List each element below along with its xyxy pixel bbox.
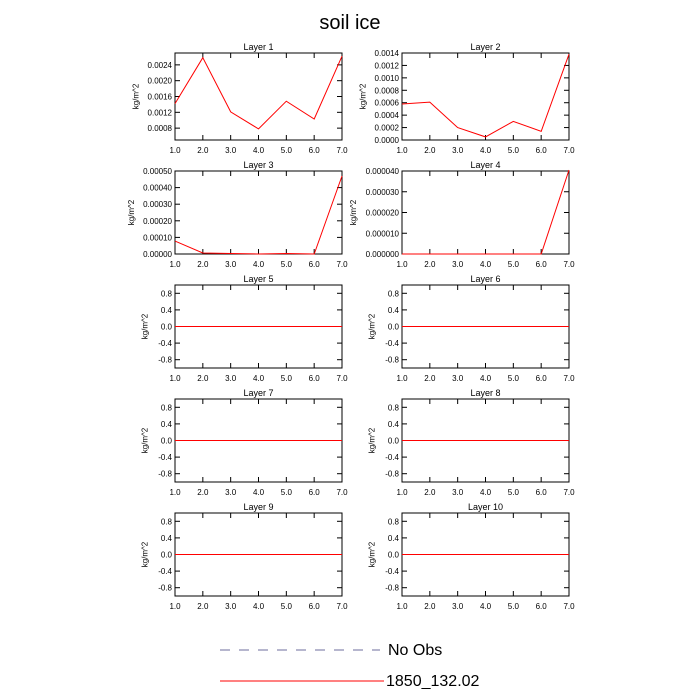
y-tick-label: 0.8 bbox=[160, 517, 172, 527]
y-tick-label: -0.4 bbox=[158, 453, 172, 463]
y-tick-label: 0.0016 bbox=[147, 92, 172, 102]
x-tick-label: 4.0 bbox=[479, 260, 492, 269]
x-tick-label: 6.0 bbox=[308, 488, 320, 497]
x-tick-label: 3.0 bbox=[452, 146, 464, 155]
y-tick-label: 0.8 bbox=[160, 403, 172, 413]
x-tick-label: 5.0 bbox=[507, 488, 519, 497]
y-tick-label: -0.8 bbox=[385, 355, 399, 365]
y-axis-label: kg/m^2 bbox=[349, 199, 359, 226]
series-line bbox=[175, 56, 342, 129]
x-tick-label: 3.0 bbox=[225, 260, 237, 269]
x-tick-label: 7.0 bbox=[336, 260, 348, 269]
y-tick-label: 0.000010 bbox=[365, 229, 399, 239]
y-axis-label: kg/m^2 bbox=[367, 541, 377, 568]
legend-no-obs-label: No Obs bbox=[388, 642, 443, 659]
panel-title: Layer 1 bbox=[243, 42, 274, 52]
x-tick-label: 2.0 bbox=[424, 374, 436, 383]
x-tick-label: 1.0 bbox=[169, 488, 181, 497]
x-tick-label: 6.0 bbox=[308, 602, 320, 611]
y-tick-label: 0.0000 bbox=[374, 136, 399, 145]
x-tick-label: 7.0 bbox=[336, 488, 348, 497]
plot-frame bbox=[175, 171, 342, 254]
y-tick-label: -0.8 bbox=[158, 355, 172, 365]
x-tick-label: 2.0 bbox=[197, 602, 209, 611]
x-tick-label: 4.0 bbox=[252, 488, 265, 497]
x-tick-label: 3.0 bbox=[225, 602, 237, 611]
x-tick-label: 4.0 bbox=[252, 602, 265, 611]
y-axis-label: kg/m^2 bbox=[140, 541, 150, 568]
panel-layer-6 bbox=[368, 274, 576, 383]
y-tick-label: -0.4 bbox=[385, 453, 399, 463]
x-tick-label: 7.0 bbox=[336, 602, 348, 611]
x-tick-label: 2.0 bbox=[197, 374, 209, 383]
x-tick-label: 5.0 bbox=[507, 146, 519, 155]
y-tick-label: 0.8 bbox=[387, 289, 399, 299]
x-tick-label: 4.0 bbox=[479, 602, 492, 611]
x-tick-label: 5.0 bbox=[280, 602, 292, 611]
x-tick-label: 2.0 bbox=[424, 146, 436, 155]
y-tick-label: 0.0012 bbox=[374, 61, 399, 71]
x-tick-label: 1.0 bbox=[396, 374, 408, 383]
x-tick-label: 5.0 bbox=[280, 488, 292, 497]
x-tick-label: 6.0 bbox=[308, 260, 320, 269]
x-tick-label: 4.0 bbox=[479, 374, 492, 383]
y-tick-label: -0.8 bbox=[385, 469, 399, 479]
panel-layer-3 bbox=[127, 160, 348, 269]
y-tick-label: 0.0 bbox=[387, 550, 399, 560]
y-tick-label: 0.4 bbox=[387, 533, 399, 543]
x-tick-label: 5.0 bbox=[280, 374, 292, 383]
panel-title: Layer 4 bbox=[470, 160, 501, 170]
panel-title: Layer 5 bbox=[243, 274, 274, 284]
y-axis-label: kg/m^2 bbox=[367, 427, 377, 454]
panel-layer-4 bbox=[349, 160, 575, 269]
x-tick-label: 2.0 bbox=[424, 488, 436, 497]
x-tick-label: 2.0 bbox=[197, 260, 209, 269]
y-tick-label: 0.00000 bbox=[143, 250, 172, 259]
y-tick-label: 0.0004 bbox=[374, 111, 399, 121]
x-tick-label: 6.0 bbox=[535, 602, 547, 611]
y-tick-label: 0.0008 bbox=[147, 124, 172, 134]
x-tick-label: 1.0 bbox=[396, 602, 408, 611]
y-tick-label: 0.4 bbox=[387, 305, 399, 315]
panel-layer-5 bbox=[141, 274, 349, 383]
y-tick-label: 0.4 bbox=[387, 419, 399, 429]
panel-layer-10 bbox=[368, 502, 576, 611]
x-tick-label: 7.0 bbox=[563, 488, 575, 497]
panel-title: Layer 9 bbox=[243, 502, 274, 512]
x-tick-label: 1.0 bbox=[396, 488, 408, 497]
plot-frame bbox=[402, 171, 569, 254]
x-tick-label: 7.0 bbox=[563, 602, 575, 611]
y-tick-label: 0.0008 bbox=[374, 86, 399, 96]
panel-title: Layer 10 bbox=[467, 502, 504, 512]
y-tick-label: -0.8 bbox=[158, 583, 172, 593]
panel-layer-9 bbox=[141, 502, 349, 611]
x-tick-label: 1.0 bbox=[169, 374, 181, 383]
panels bbox=[127, 42, 575, 611]
y-tick-label: 0.000030 bbox=[365, 187, 399, 197]
y-axis-label: kg/m^2 bbox=[140, 313, 150, 340]
series-line bbox=[175, 176, 342, 254]
x-tick-label: 4.0 bbox=[479, 488, 492, 497]
panel-title: Layer 7 bbox=[243, 388, 274, 398]
y-tick-label: 0.0020 bbox=[147, 76, 172, 86]
x-tick-label: 5.0 bbox=[507, 260, 519, 269]
x-tick-label: 3.0 bbox=[452, 488, 464, 497]
y-tick-label: 0.0 bbox=[387, 436, 399, 446]
panel-title: Layer 6 bbox=[470, 274, 501, 284]
x-tick-label: 7.0 bbox=[563, 146, 575, 155]
y-tick-label: 0.0006 bbox=[374, 98, 399, 108]
x-tick-label: 1.0 bbox=[169, 602, 181, 611]
y-tick-label: 0.0002 bbox=[374, 123, 399, 133]
x-tick-label: 3.0 bbox=[452, 374, 464, 383]
y-tick-label: -0.4 bbox=[385, 567, 399, 577]
y-tick-label: 0.0014 bbox=[374, 49, 399, 58]
y-tick-label: 0.0024 bbox=[147, 60, 172, 70]
series-line bbox=[402, 170, 569, 254]
x-tick-label: 3.0 bbox=[452, 260, 464, 269]
x-tick-label: 4.0 bbox=[479, 146, 492, 155]
y-tick-label: -0.8 bbox=[158, 469, 172, 479]
y-tick-label: 0.0 bbox=[160, 436, 172, 446]
y-tick-label: 0.8 bbox=[160, 289, 172, 299]
y-tick-label: 0.4 bbox=[160, 533, 172, 543]
x-tick-label: 7.0 bbox=[563, 374, 575, 383]
y-tick-label: 0.00010 bbox=[143, 233, 172, 243]
x-tick-label: 4.0 bbox=[252, 374, 265, 383]
x-tick-label: 2.0 bbox=[424, 260, 436, 269]
x-tick-label: 4.0 bbox=[252, 146, 265, 155]
x-tick-label: 7.0 bbox=[336, 146, 348, 155]
y-axis-label: kg/m^2 bbox=[126, 199, 136, 226]
x-tick-label: 3.0 bbox=[225, 488, 237, 497]
y-axis-label: kg/m^2 bbox=[131, 83, 141, 110]
plot-frame bbox=[402, 53, 569, 140]
y-axis-label: kg/m^2 bbox=[358, 83, 368, 110]
x-tick-label: 2.0 bbox=[197, 488, 209, 497]
legend bbox=[220, 642, 480, 690]
y-tick-label: 0.000020 bbox=[365, 208, 399, 218]
x-tick-label: 3.0 bbox=[225, 374, 237, 383]
x-tick-label: 6.0 bbox=[535, 488, 547, 497]
panel-title: Layer 3 bbox=[243, 160, 274, 170]
y-tick-label: 0.00050 bbox=[143, 167, 172, 176]
x-tick-label: 6.0 bbox=[535, 374, 547, 383]
y-tick-label: 0.0012 bbox=[147, 108, 172, 118]
y-tick-label: 0.0010 bbox=[374, 73, 399, 83]
y-tick-label: -0.4 bbox=[158, 567, 172, 577]
y-tick-label: 0.00040 bbox=[143, 183, 172, 193]
x-tick-label: 6.0 bbox=[535, 260, 547, 269]
x-tick-label: 6.0 bbox=[308, 146, 320, 155]
y-tick-label: 0.000000 bbox=[365, 250, 399, 259]
x-tick-label: 5.0 bbox=[280, 260, 292, 269]
x-tick-label: 5.0 bbox=[507, 602, 519, 611]
y-tick-label: 0.00030 bbox=[143, 200, 172, 210]
y-tick-label: 0.0 bbox=[387, 322, 399, 332]
x-tick-label: 3.0 bbox=[452, 602, 464, 611]
x-tick-label: 1.0 bbox=[169, 146, 181, 155]
y-tick-label: 0.8 bbox=[387, 403, 399, 413]
panel-layer-2 bbox=[358, 42, 575, 155]
figure-title: soil ice bbox=[319, 12, 381, 34]
panel-title: Layer 8 bbox=[470, 388, 501, 398]
panel-layer-7 bbox=[141, 388, 349, 497]
x-tick-label: 7.0 bbox=[336, 374, 348, 383]
series-line bbox=[402, 54, 569, 137]
y-tick-label: 0.4 bbox=[160, 419, 172, 429]
x-tick-label: 3.0 bbox=[225, 146, 237, 155]
x-tick-label: 1.0 bbox=[396, 146, 408, 155]
x-tick-label: 7.0 bbox=[563, 260, 575, 269]
x-tick-label: 2.0 bbox=[197, 146, 209, 155]
panel-layer-8 bbox=[368, 388, 576, 497]
x-tick-label: 1.0 bbox=[169, 260, 181, 269]
y-tick-label: 0.4 bbox=[160, 305, 172, 315]
y-axis-label: kg/m^2 bbox=[140, 427, 150, 454]
x-tick-label: 5.0 bbox=[507, 374, 519, 383]
x-tick-label: 2.0 bbox=[424, 602, 436, 611]
x-tick-label: 5.0 bbox=[280, 146, 292, 155]
y-tick-label: -0.4 bbox=[158, 339, 172, 349]
y-tick-label: 0.0 bbox=[160, 550, 172, 560]
x-tick-label: 6.0 bbox=[308, 374, 320, 383]
y-tick-label: -0.8 bbox=[385, 583, 399, 593]
y-tick-label: -0.4 bbox=[385, 339, 399, 349]
panel-layer-1 bbox=[131, 42, 348, 155]
y-axis-label: kg/m^2 bbox=[367, 313, 377, 340]
plot-frame bbox=[175, 53, 342, 140]
y-tick-label: 0.0 bbox=[160, 322, 172, 332]
legend-series-label: 1850_132.02 bbox=[386, 673, 480, 690]
x-tick-label: 1.0 bbox=[396, 260, 408, 269]
y-tick-label: 0.000040 bbox=[365, 167, 399, 176]
y-tick-label: 0.8 bbox=[387, 517, 399, 527]
x-tick-label: 4.0 bbox=[252, 260, 265, 269]
y-tick-label: 0.00020 bbox=[143, 216, 172, 226]
x-tick-label: 6.0 bbox=[535, 146, 547, 155]
panel-title: Layer 2 bbox=[470, 42, 501, 52]
